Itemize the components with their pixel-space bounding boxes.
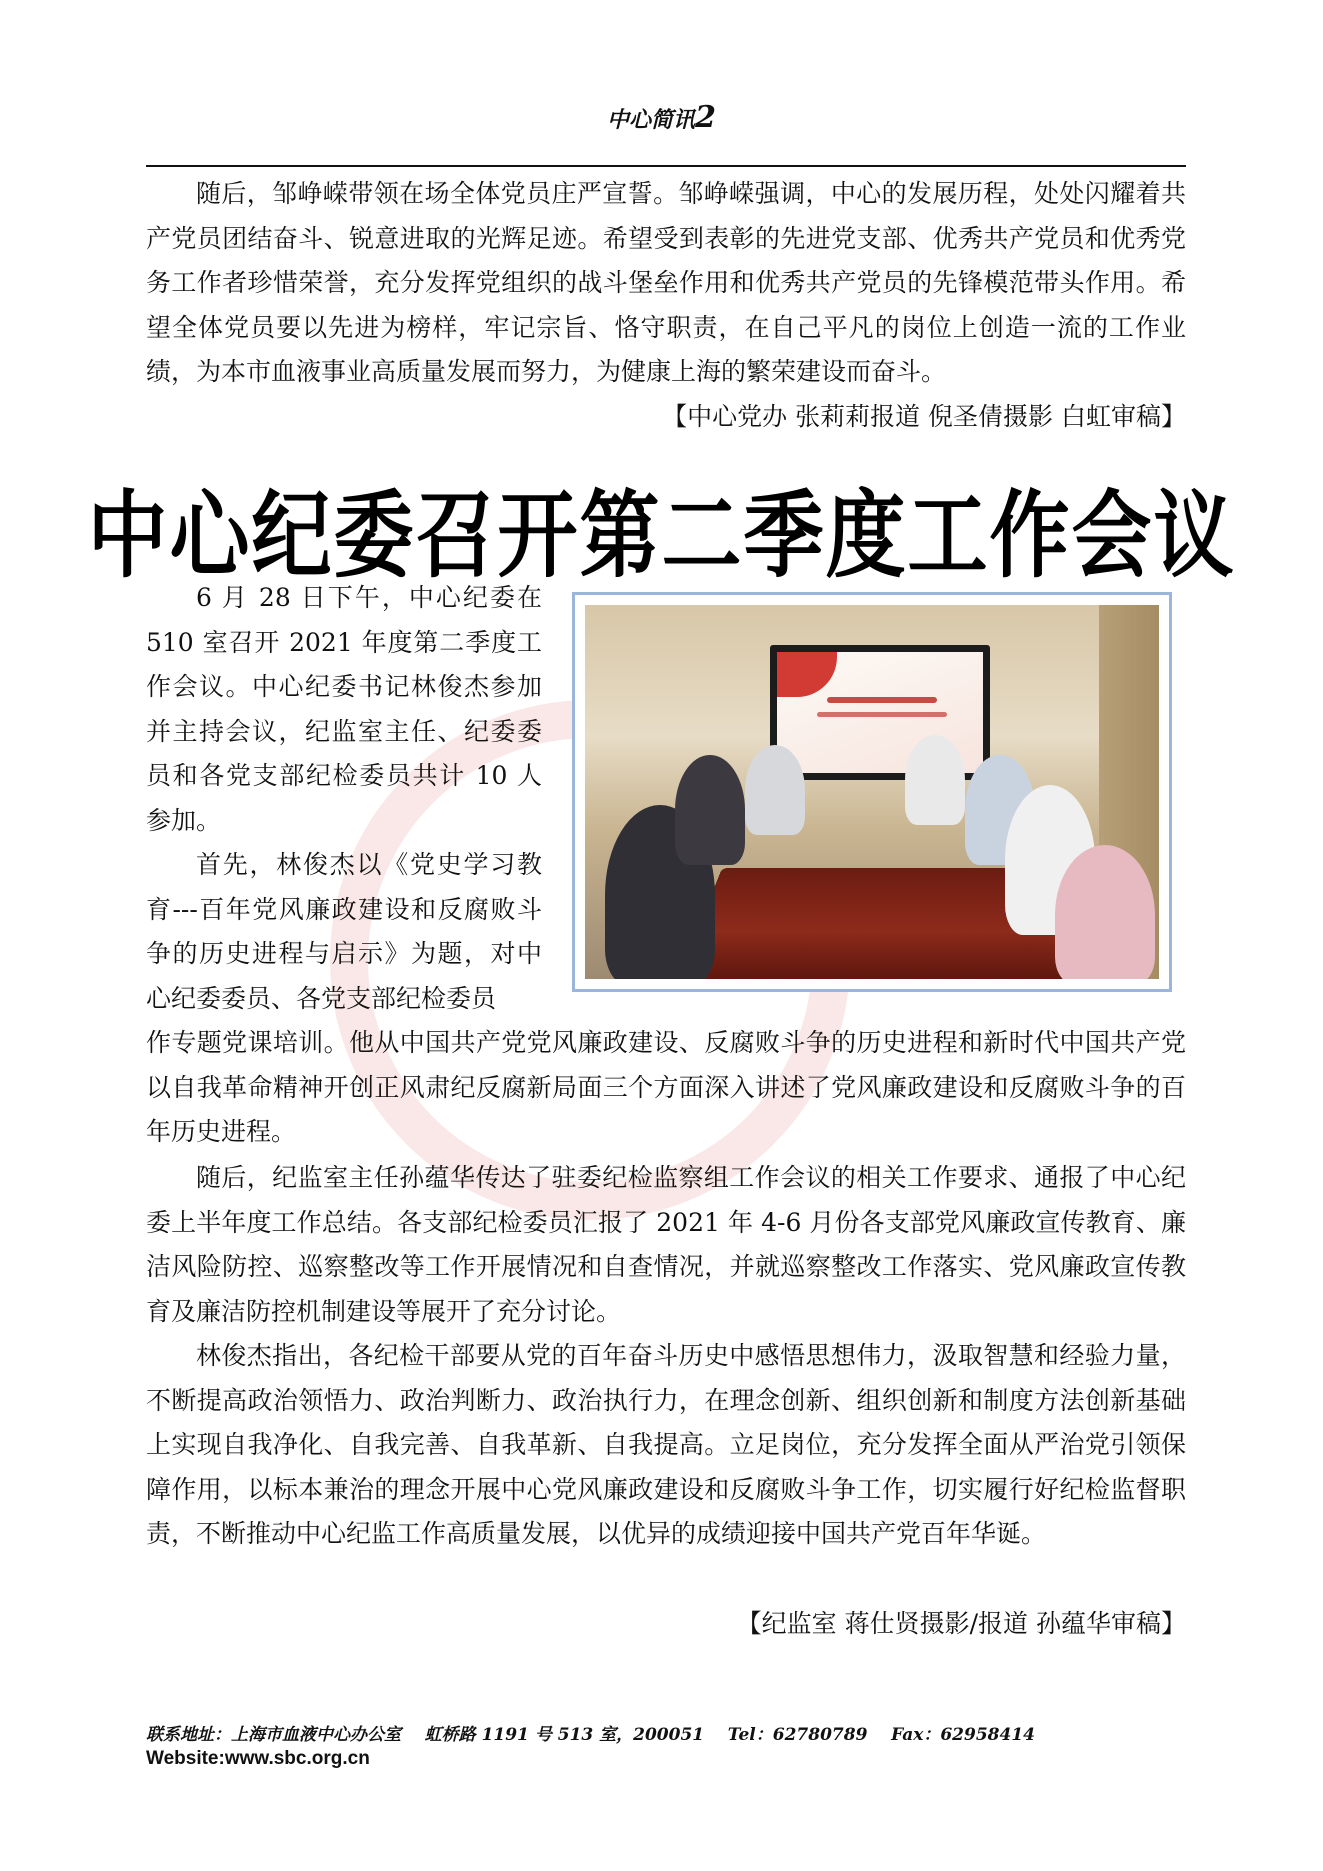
photo-slide-banner	[777, 652, 837, 697]
article2-paragraph-4: 林俊杰指出，各纪检干部要从党的百年奋斗历史中感悟思想伟力，汲取智慧和经验力量，不断提高政治领悟力、政治判断力、政治执行力，在理念创新、组织创新和制度方法创新基础上实现自我净化、自我完善、自我革新、自我提高。立足岗位，充分发挥全面从严治党引领保障作用，以标本兼治的理念开展中心党风廉政建设和反腐败斗争工作，切实履行好纪检监督职责，不断推动中心纪监工作高质量发展，以优异的成绩迎接中国共产党百年华诞。	[146, 1341, 1186, 1548]
photo-attendee	[675, 755, 745, 865]
article1-paragraph: 随后，邹峥嵘带领在场全体党员庄严宣誓。邹峥嵘强调，中心的发展历程，处处闪耀着共产党员团结奋斗、锐意进取的光辉足迹。希望受到表彰的先进党支部、优秀共产党员和优秀党务工作者珍惜荣誉，充分发挥党组织的战斗堡垒作用和优秀共产党员的先锋模范带头作用。希望全体党员要以先进为榜样，牢记宗旨、恪守职责，在自己平凡的岗位上创造一流的工作业绩，为本市血液事业高质量发展而努力，为健康上海的繁荣建设而奋斗。	[146, 179, 1186, 386]
footer-contact: 联系地址：上海市血液中心办公室 虹桥路 1191 号 513 室，200051 Tel：62780789 Fax：62958414	[146, 1725, 1035, 1745]
article2-paragraph-1: 6 月 28 日下午，中心纪委在 510 室召开 2021 年度第二季度工作会议。中心纪委书记林俊杰参加并主持会议，纪监室主任、纪委委员和各党支部纪检委员共计 10 人参加。	[146, 583, 542, 835]
photo-attendee	[1055, 845, 1155, 979]
article2-paragraph-2-top: 首先，林俊杰以《党史学习教育---百年党风廉政建设和反腐败斗争的历史进程与启示》为题，对中心纪委委员、各党支部纪检委员	[146, 850, 542, 1013]
photo-slide-subtitle-line	[817, 712, 947, 717]
photo-attendee	[905, 735, 965, 825]
meeting-photo	[585, 605, 1159, 979]
newsletter-title: 中心简讯	[607, 107, 696, 133]
article2-paragraph-2-bottom: 作专题党课培训。他从中国共产党党风廉政建设、反腐败斗争的历史进程和新时代中国共产党以自我革命精神开创正风肃纪反腐新局面三个方面深入讲述了党风廉政建设和反腐败斗争的百年历史进程。	[146, 1028, 1186, 1146]
photo-attendee	[745, 745, 805, 835]
newsletter-header	[0, 100, 1323, 135]
footer-website: Website:www.sbc.org.cn	[146, 1748, 370, 1769]
article1-credit: 【中心党办 张莉莉报道 倪圣倩摄影 白虹审稿】	[662, 402, 1186, 431]
article2-title: 中心纪委召开第二季度工作会议	[87, 480, 1236, 591]
meeting-photo-frame	[572, 592, 1172, 992]
photo-slide-title-line	[827, 697, 937, 703]
page-number: 2	[695, 100, 716, 135]
article2-paragraph-3: 随后，纪监室主任孙蕴华传达了驻委纪检监察组工作会议的相关工作要求、通报了中心纪委上半年度工作总结。各支部纪检委员汇报了 2021 年 4-6 月份各支部党风廉政宣传教育、廉洁风险防控、巡察整改等工作开展情况和自查情况，并就巡察整改工作落实、党风廉政宣传教育及廉洁防控机制建设等展开了充分讨论。	[146, 1163, 1186, 1326]
header-rule	[146, 165, 1186, 167]
article2-credit: 【纪监室 蒋仕贤摄影/报道 孙蕴华审稿】	[736, 1609, 1186, 1638]
